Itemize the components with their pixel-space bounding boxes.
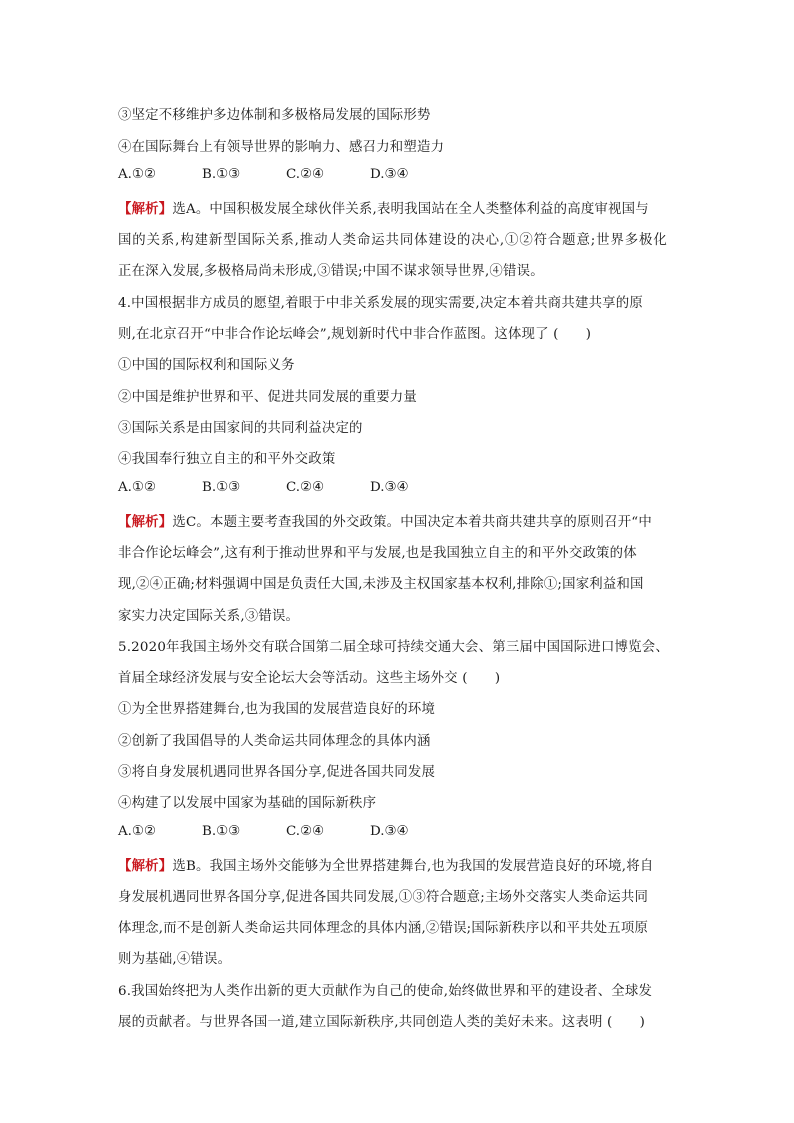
q5-option-a: A.①②: [118, 824, 156, 839]
q3-option-c: C.②④: [286, 167, 325, 182]
q4-item-2: ②中国是维护世界和平、促进共同发展的重要力量: [118, 390, 417, 405]
q5-item-1: ①为全世界搭建舞台,也为我国的发展营造良好的环境: [118, 702, 436, 717]
q3-analysis-tag: 【解析】: [118, 201, 173, 217]
q4-item-3: ③国际关系是由国家间的共同利益决定的: [118, 421, 363, 436]
q6-stem-line-2: 展的贡献者。与世界各国一道,建立国际新秩序,共同创造人类的美好未来。这表明 ( ): [118, 1015, 646, 1030]
q4-stem-line-1: 4.中国根据非方成员的愿望,着眼于中非关系发展的现实需要,决定本着共商共建共享的原: [118, 296, 643, 311]
q3-item-3: ③坚定不移维护多边体制和多极格局发展的国际形势: [118, 108, 431, 123]
q5-stem-line-2: 首届全球经济发展与安全论坛大会等活动。这些主场外交 ( ): [118, 671, 501, 686]
q5-item-4: ④构建了以发展中国家为基础的国际新秩序: [118, 796, 377, 811]
q5-option-c: C.②④: [286, 824, 325, 839]
q5-analysis-line-4: 则为基础,④错误。: [118, 952, 232, 967]
q5-analysis-line-3: 体理念,而不是创新人类命运共同体理念的具体内涵,②错误;国际新秩序以和平共处五项原: [118, 921, 649, 936]
q5-options: [118, 824, 454, 839]
q3-analysis-line-1: 【解析】选A。中国积极发展全球伙伴关系,表明我国站在全人类整体利益的高度审视国与: [118, 201, 649, 217]
q3-option-b: B.①③: [202, 167, 241, 182]
q4-options: [118, 480, 454, 495]
q5-analysis-line-2: 身发展机遇同世界各国分享,促进各国共同发展,①③符合题意;主场外交落实人类命运共同: [118, 890, 649, 905]
q4-option-c: C.②④: [286, 480, 325, 495]
q6-stem-line-1: 6.我国始终把为人类作出新的更大贡献作为自己的使命,始终做世界和平的建设者、全球发: [118, 984, 653, 999]
q3-options: [118, 167, 454, 182]
q4-analysis-line-4: 家实力决定国际关系,③错误。: [118, 609, 300, 624]
q4-item-4: ④我国奉行独立自主的和平外交政策: [118, 452, 336, 467]
q3-analysis-line-2: 国的关系,构建新型国际关系,推动人类命运共同体建设的决心,①②符合题意;世界多极化: [118, 233, 668, 248]
q5-option-d: D.③④: [370, 824, 409, 839]
q5-analysis-tag: 【解析】: [118, 858, 173, 874]
q5-stem-line-1: 5.2020年我国主场外交有联合国第二届全球可持续交通大会、第三届中国国际进口博览会、: [118, 640, 669, 655]
q4-option-d: D.③④: [370, 480, 409, 495]
q4-analysis-line-2: 非合作论坛峰会”,这有利于推动世界和平与发展,也是我国独立自主的和平外交政策的体: [118, 546, 637, 561]
q4-analysis-line-3: 现,②④正确;材料强调中国是负责任大国,未涉及主权国家基本权利,排除①;国家利益和国: [118, 577, 644, 592]
q5-item-3: ③将自身发展机遇同世界各国分享,促进各国共同发展: [118, 765, 436, 780]
q3-analysis-line-3: 正在深入发展,多极格局尚未形成,③错误;中国不谋求领导世界,④错误。: [118, 264, 544, 279]
q3-option-a: A.①②: [118, 167, 156, 182]
q5-item-2: ②创新了我国倡导的人类命运共同体理念的具体内涵: [118, 734, 431, 749]
q4-analysis-line-1: 【解析】选C。本题主要考查我国的外交政策。中国决定本着共商共建共享的原则召开“中: [118, 514, 652, 530]
q4-item-1: ①中国的国际权利和国际义务: [118, 358, 295, 373]
q4-stem-line-2: 则,在北京召开“中非合作论坛峰会”,规划新时代中非合作蓝图。这体现了 ( ): [118, 327, 592, 342]
q5-option-b: B.①③: [202, 824, 241, 839]
q4-option-b: B.①③: [202, 480, 241, 495]
q4-option-a: A.①②: [118, 480, 156, 495]
q5-analysis-line-1: 【解析】选B。我国主场外交能够为全世界搭建舞台,也为我国的发展营造良好的环境,将自: [118, 858, 654, 874]
q4-analysis-tag: 【解析】: [118, 514, 173, 530]
q3-item-4: ④在国际舞台上有领导世界的影响力、感召力和塑造力: [118, 140, 445, 155]
q3-option-d: D.③④: [370, 167, 409, 182]
